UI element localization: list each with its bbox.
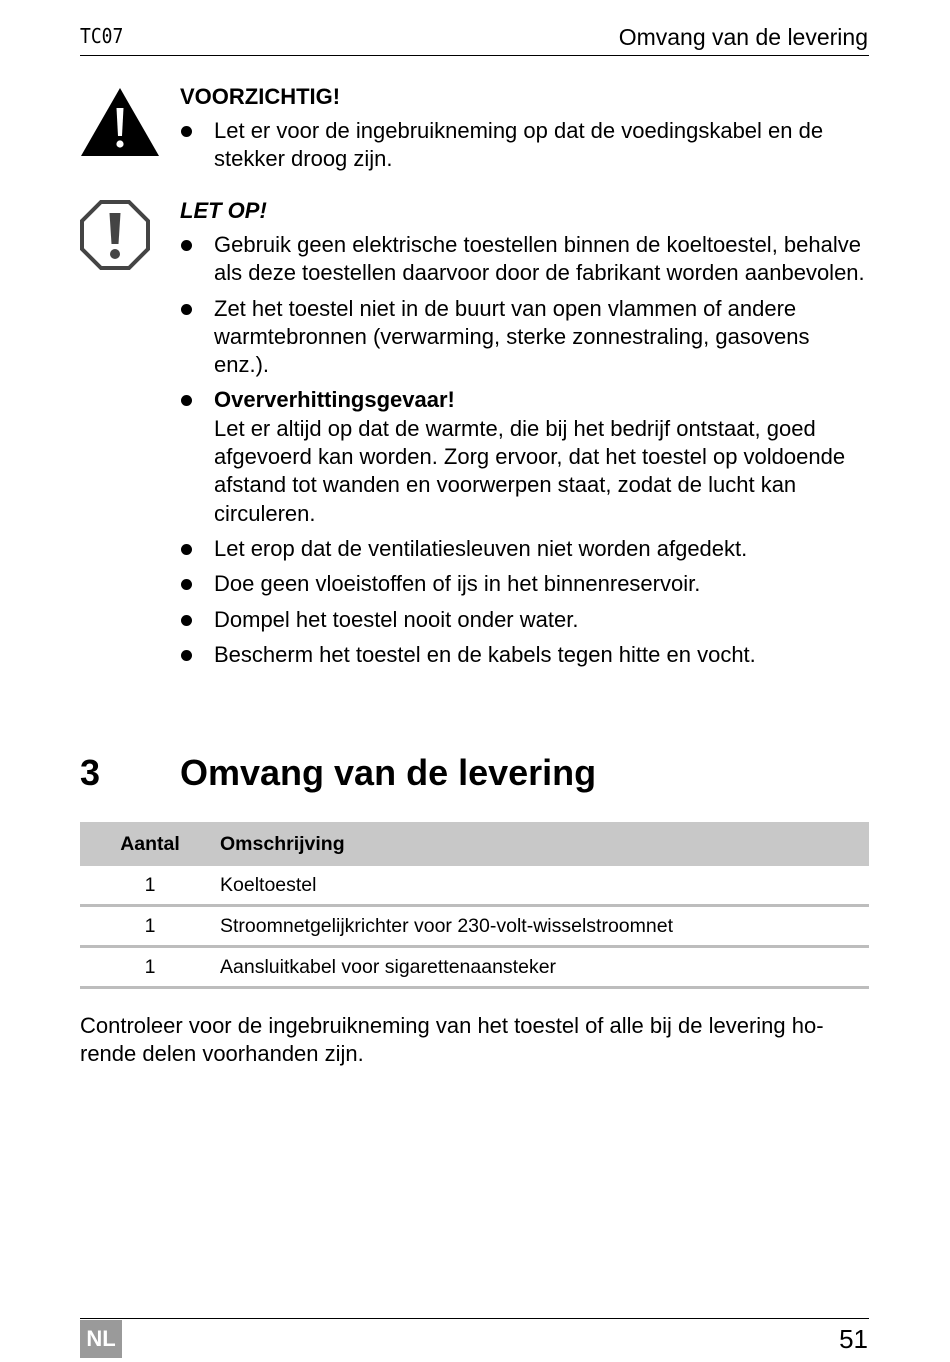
section-number: 3 bbox=[80, 752, 101, 793]
notice-octagon-icon bbox=[80, 200, 150, 270]
table-row bbox=[80, 947, 869, 988]
page-number: 51 bbox=[839, 1324, 868, 1354]
footer-rule bbox=[80, 1318, 869, 1319]
cell-quantity: 1 bbox=[80, 906, 220, 947]
list-item: Gebruik geen elektrische toestellen binnen de koeltoestel, behalve als deze toestellen daarvoor door de fabrikant worden aanbevolen. bbox=[180, 231, 870, 288]
table-row bbox=[80, 866, 869, 906]
cell-description: Aansluitkabel voor sigarettenaansteker bbox=[220, 947, 869, 988]
column-header-quantity: Aantal bbox=[80, 822, 220, 866]
list-item: Let erop dat de ventilatiesleuven niet worden afgedekt. bbox=[180, 535, 870, 563]
cell-description: Koeltoestel bbox=[220, 866, 869, 906]
header-rule bbox=[80, 55, 869, 56]
list-item: Zet het toestel niet in de buurt van open vlammen of andere warmtebronnen (verwarming, sterke zonnestraling, gasovens enz.). bbox=[180, 295, 870, 380]
overheat-warning-text: Let er altijd op dat de warmte, die bij het bedrijf ontstaat, goed afgevoerd kan worden. Zorg ervoor, dat het toestel op voldoende afstand tot wanden en voorwerpen staat, zodat de lucht kan circuleren. bbox=[214, 415, 846, 526]
list-item: Bescherm het toestel en de kabels tegen hitte en vocht. bbox=[180, 641, 870, 669]
list-item: Let er voor de ingebruikneming op dat de voedingskabel en de stekker droog zijn. bbox=[180, 117, 870, 174]
column-header-description: Omschrijving bbox=[220, 822, 869, 866]
notice-list bbox=[180, 231, 870, 676]
delivery-table bbox=[80, 822, 869, 989]
table-header-row bbox=[80, 822, 869, 866]
cell-quantity: 1 bbox=[80, 947, 220, 988]
header-section-title: Omvang van de levering bbox=[618, 24, 868, 50]
section-title: Omvang van de levering bbox=[180, 752, 597, 793]
notice-title: LET OP! bbox=[180, 198, 267, 223]
list-item: Doe geen vloeistoffen of ijs in het binnenreservoir. bbox=[180, 570, 870, 598]
caution-list bbox=[180, 117, 870, 181]
warning-triangle-icon bbox=[80, 86, 160, 158]
cell-quantity: 1 bbox=[80, 866, 220, 906]
body-paragraph: Controleer voor de ingebruikneming van het toestel of alle bij de levering horende delen voorhanden zijn. bbox=[80, 1013, 824, 1067]
list-item bbox=[180, 386, 870, 527]
language-badge: NL bbox=[80, 1320, 122, 1358]
overheat-warning-label: Oververhittingsgevaar! bbox=[214, 387, 455, 413]
caution-title: VOORZICHTIG! bbox=[180, 84, 341, 109]
list-item: Dompel het toestel nooit onder water. bbox=[180, 606, 870, 634]
header-model: TC07 bbox=[80, 24, 124, 48]
table-row bbox=[80, 906, 869, 947]
cell-description: Stroomnetgelijkrichter voor 230-volt-wisselstroomnet bbox=[220, 906, 869, 947]
